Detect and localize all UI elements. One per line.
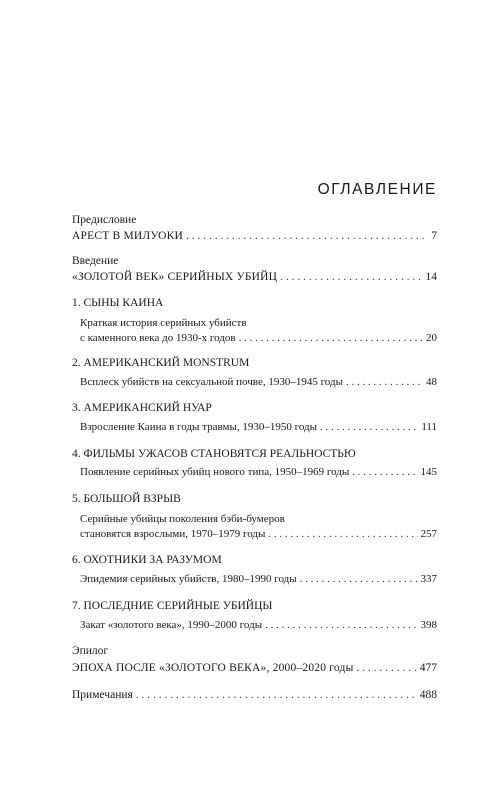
chapter-5-subtitle-line2: становятся взрослыми, 1970–1979 годы (80, 528, 266, 540)
leader-dots (280, 269, 422, 285)
toc-entry-title: «ЗОЛОТОЙ ВЕК» СЕРИЙНЫХ УБИЙЦ (72, 271, 278, 283)
page-number: 7 (431, 230, 437, 242)
toc-entry-chapter-6[interactable] (80, 571, 437, 587)
leader-dots (320, 419, 418, 435)
toc-entry-chapter-2[interactable] (80, 374, 437, 390)
chapter-2-title[interactable]: 2. АМЕРИКАНСКИЙ MONSTRUM (72, 357, 250, 369)
leader-dots (136, 687, 417, 703)
chapter-5-title[interactable]: 5. БОЛЬШОЙ ВЗРЫВ (72, 493, 181, 505)
toc-entry-notes[interactable] (72, 687, 437, 703)
chapter-1-subtitle-line2: с каменного века до 1930-х годов (80, 332, 236, 344)
toc-title: ОГЛАВЛЕНИЕ (317, 181, 437, 198)
toc-entry-epilogue[interactable] (72, 660, 437, 676)
intro-heading: Введение (72, 255, 119, 267)
chapter-6-subtitle: Эпидемия серийных убийств, 1980–1990 годы (80, 573, 297, 585)
page-number: 48 (426, 376, 437, 388)
chapter-6-title[interactable]: 6. ОХОТНИКИ ЗА РАЗУМОМ (72, 554, 222, 566)
page-number: 111 (421, 421, 437, 433)
page-number: 337 (420, 573, 437, 585)
leader-dots (346, 374, 423, 390)
leader-dots (239, 330, 423, 346)
toc-entry-title: АРЕСТ В МИЛУОКИ (72, 230, 184, 242)
toc-entry-chapter-4[interactable] (80, 464, 437, 480)
chapter-7-subtitle: Закат «золотого века», 1990–2000 годы (80, 619, 263, 631)
toc-entry-chapter-1[interactable] (80, 330, 437, 346)
preface-heading: Предисловие (72, 214, 137, 226)
chapter-4-title[interactable]: 4. ФИЛЬМЫ УЖАСОВ СТАНОВЯТСЯ РЕАЛЬНОСТЬЮ (72, 448, 356, 460)
toc-entry-intro[interactable] (72, 269, 437, 285)
toc-entry-title: Примечания (72, 689, 133, 701)
epilogue-heading: Эпилог (72, 645, 109, 657)
chapter-7-title[interactable]: 7. ПОСЛЕДНИЕ СЕРИЙНЫЕ УБИЙЦЫ (72, 600, 273, 612)
chapter-3-title[interactable]: 3. АМЕРИКАНСКИЙ НУАР (72, 402, 212, 414)
leader-dots (352, 464, 417, 480)
leader-dots (265, 617, 417, 633)
page-number: 488 (419, 689, 437, 701)
toc-entry-preface[interactable] (72, 228, 437, 244)
page-number: 477 (419, 662, 437, 674)
leader-dots (268, 526, 417, 542)
leader-dots (300, 571, 418, 587)
page-number: 398 (420, 619, 437, 631)
chapter-2-subtitle: Всплеск убийств на сексуальной почве, 1930–1945 годы (80, 376, 343, 388)
page-number: 145 (420, 466, 437, 478)
toc-entry-chapter-7[interactable] (80, 617, 437, 633)
leader-dots (357, 660, 417, 676)
chapter-1-subtitle-line1: Краткая история серийных убийств (80, 317, 247, 329)
chapter-4-subtitle: Появление серийных убийц нового типа, 1950–1969 годы (80, 466, 350, 478)
page-number: 257 (420, 528, 437, 540)
chapter-1-title[interactable]: 1. СЫНЫ КАИНА (72, 297, 164, 309)
chapter-3-subtitle: Взросление Каина в годы травмы, 1930–1950 годы (80, 421, 318, 433)
leader-dots (186, 228, 428, 244)
toc-entry-title: ЭПОХА ПОСЛЕ «ЗОЛОТОГО ВЕКА», 2000–2020 годы (72, 662, 354, 674)
chapter-5-subtitle-line1: Серийные убийцы поколения бэби-бумеров (80, 513, 285, 525)
page-number: 14 (425, 271, 437, 283)
toc-entry-chapter-3[interactable] (80, 419, 437, 435)
toc-entry-chapter-5[interactable] (80, 526, 437, 542)
page-number: 20 (426, 332, 437, 344)
